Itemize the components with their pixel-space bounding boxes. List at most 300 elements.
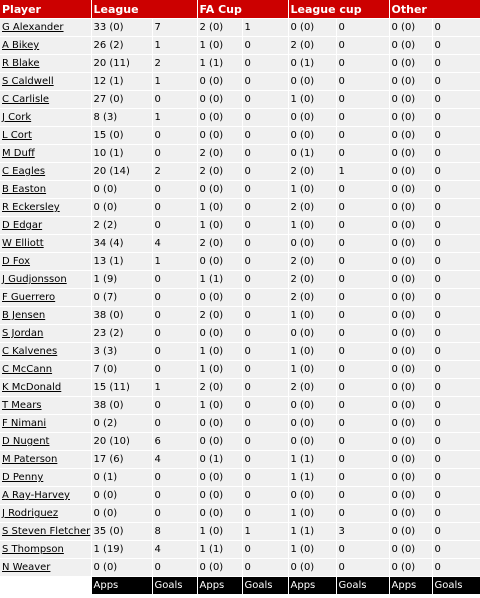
fa-cup-goals-cell: 0 (242, 379, 288, 397)
fa-cup-goals-cell: 0 (242, 469, 288, 487)
fa-cup-goals-cell: 0 (242, 199, 288, 217)
other-goals-cell: 0 (432, 397, 480, 415)
league-apps-cell: 0 (0) (91, 181, 152, 199)
player-link[interactable]: T Mears (2, 400, 42, 411)
fa-cup-goals-cell: 0 (242, 415, 288, 433)
league-cup-apps-cell: 2 (0) (288, 253, 336, 271)
fa-cup-goals-cell: 0 (242, 37, 288, 55)
fa-cup-apps-cell: 2 (0) (197, 235, 242, 253)
fa-cup-apps-cell: 1 (0) (197, 523, 242, 541)
player-link[interactable]: N Weaver (2, 562, 51, 573)
player-name-cell (0, 343, 91, 361)
player-name-cell (0, 307, 91, 325)
league-cup-goals-cell: 0 (336, 469, 389, 487)
league-cup-apps-cell: 2 (0) (288, 163, 336, 181)
league-apps-cell: 12 (1) (91, 73, 152, 91)
league-cup-apps-cell: 0 (0) (288, 559, 336, 577)
league-cup-apps-cell: 0 (0) (288, 235, 336, 253)
league-cup-apps-cell: 0 (0) (288, 433, 336, 451)
player-name-cell (0, 523, 91, 541)
fa-cup-apps-cell: 0 (0) (197, 109, 242, 127)
league-cup-goals-cell: 0 (336, 361, 389, 379)
other-apps-cell: 0 (0) (389, 127, 432, 145)
fa-cup-apps-cell: 0 (0) (197, 415, 242, 433)
fa-cup-apps-cell: 1 (1) (197, 271, 242, 289)
player-name-cell (0, 55, 91, 73)
player-link[interactable]: G Alexander (2, 22, 64, 33)
league-cup-apps-cell: 0 (0) (288, 415, 336, 433)
table-row (0, 181, 480, 199)
league-cup-goals-cell: 0 (336, 397, 389, 415)
other-goals-cell: 0 (432, 163, 480, 181)
fa-cup-goals-cell: 0 (242, 253, 288, 271)
league-goals-cell: 4 (152, 451, 197, 469)
league-cup-goals-cell: 0 (336, 559, 389, 577)
league-cup-apps-cell: 0 (0) (288, 325, 336, 343)
league-goals-cell: 8 (152, 523, 197, 541)
player-name-cell (0, 541, 91, 559)
league-apps-cell: 10 (1) (91, 145, 152, 163)
player-name-cell (0, 469, 91, 487)
player-link[interactable]: F Guerrero (2, 292, 56, 303)
league-cup-goals-cell: 0 (336, 343, 389, 361)
other-apps-cell: 0 (0) (389, 181, 432, 199)
league-cup-apps-cell: 1 (0) (288, 541, 336, 559)
other-goals-cell: 0 (432, 145, 480, 163)
league-apps-cell: 38 (0) (91, 397, 152, 415)
league-apps-cell: 0 (0) (91, 487, 152, 505)
player-link[interactable]: S Caldwell (2, 76, 54, 87)
player-link[interactable]: B Easton (2, 184, 47, 195)
other-goals-cell: 0 (432, 343, 480, 361)
fa-cup-goals-cell: 0 (242, 145, 288, 163)
league-cup-apps-cell: 1 (0) (288, 307, 336, 325)
player-link[interactable]: M Paterson (2, 454, 58, 465)
league-cup-apps-cell: 1 (0) (288, 343, 336, 361)
other-apps-cell: 0 (0) (389, 505, 432, 523)
league-goals-cell: 0 (152, 343, 197, 361)
fa-cup-goals-cell: 0 (242, 505, 288, 523)
league-cup-goals-cell: 0 (336, 271, 389, 289)
league-cup-goals-cell: 0 (336, 379, 389, 397)
fa-cup-apps-cell: 1 (1) (197, 541, 242, 559)
other-apps-cell: 0 (0) (389, 469, 432, 487)
fa-cup-apps-cell: 2 (0) (197, 19, 242, 37)
league-cup-apps-cell: 2 (0) (288, 271, 336, 289)
player-link[interactable]: B Jensen (2, 310, 46, 321)
league-cup-goals-cell: 0 (336, 541, 389, 559)
table-row (0, 541, 480, 559)
league-apps-cell: 20 (14) (91, 163, 152, 181)
table-row (0, 433, 480, 451)
other-apps-cell: 0 (0) (389, 523, 432, 541)
fa-cup-goals-cell: 0 (242, 325, 288, 343)
league-cup-apps-cell: 0 (0) (288, 127, 336, 145)
player-link[interactable]: R Blake (2, 58, 40, 69)
player-name-cell (0, 289, 91, 307)
league-goals-cell: 4 (152, 541, 197, 559)
fa-cup-apps-cell: 1 (0) (197, 199, 242, 217)
league-goals-cell: 0 (152, 325, 197, 343)
player-link[interactable]: A Bikey (2, 40, 40, 51)
league-apps-cell: 26 (2) (91, 37, 152, 55)
player-link[interactable]: J Cork (2, 112, 32, 123)
player-link[interactable]: R Eckersley (2, 202, 60, 213)
table-row (0, 379, 480, 397)
other-apps-cell: 0 (0) (389, 235, 432, 253)
header-other: Other (389, 0, 480, 19)
other-goals-cell: 0 (432, 199, 480, 217)
league-cup-goals-cell: 0 (336, 505, 389, 523)
other-apps-cell: 0 (0) (389, 397, 432, 415)
player-link[interactable]: L Cort (2, 130, 32, 141)
other-goals-cell: 0 (432, 55, 480, 73)
fa-cup-apps-cell: 0 (0) (197, 289, 242, 307)
league-cup-goals-cell: 0 (336, 127, 389, 145)
fa-cup-apps-cell: 1 (0) (197, 343, 242, 361)
league-cup-goals-cell: 0 (336, 91, 389, 109)
other-apps-cell: 0 (0) (389, 19, 432, 37)
player-name-cell (0, 451, 91, 469)
player-link[interactable]: D Penny (2, 472, 44, 483)
league-apps-cell: 0 (1) (91, 469, 152, 487)
player-link[interactable]: K McDonald (2, 382, 62, 393)
league-apps-cell: 0 (2) (91, 415, 152, 433)
player-name-cell (0, 397, 91, 415)
header-league-cup: League cup (288, 0, 389, 19)
player-link[interactable]: C McCann (2, 364, 53, 375)
league-goals-cell: 0 (152, 217, 197, 235)
fa-cup-apps-cell: 0 (0) (197, 505, 242, 523)
fa-cup-goals-cell: 0 (242, 541, 288, 559)
player-link[interactable]: S Thompson (2, 544, 64, 555)
fa-cup-goals-cell: 0 (242, 487, 288, 505)
other-apps-cell: 0 (0) (389, 217, 432, 235)
league-goals-cell: 0 (152, 559, 197, 577)
table-row (0, 289, 480, 307)
league-goals-cell: 0 (152, 487, 197, 505)
other-apps-cell: 0 (0) (389, 433, 432, 451)
league-goals-cell: 0 (152, 271, 197, 289)
subheader-row (0, 577, 480, 595)
league-goals-cell: 1 (152, 379, 197, 397)
player-link[interactable]: C Carlisle (2, 94, 50, 105)
table-row (0, 55, 480, 73)
league-apps-cell: 3 (3) (91, 343, 152, 361)
other-goals-cell: 0 (432, 271, 480, 289)
league-cup-goals-cell: 0 (336, 433, 389, 451)
league-cup-apps-cell: 2 (0) (288, 199, 336, 217)
table-row (0, 523, 480, 541)
other-apps-cell: 0 (0) (389, 109, 432, 127)
league-apps-cell: 0 (0) (91, 559, 152, 577)
header-player: Player (0, 0, 91, 19)
other-apps-cell: 0 (0) (389, 55, 432, 73)
subheader-fa-cup-goals: Goals (242, 577, 288, 595)
other-apps-cell: 0 (0) (389, 343, 432, 361)
table-row (0, 235, 480, 253)
table-row (0, 73, 480, 91)
other-goals-cell: 0 (432, 559, 480, 577)
player-name-cell (0, 145, 91, 163)
other-goals-cell: 0 (432, 469, 480, 487)
league-cup-goals-cell: 0 (336, 289, 389, 307)
other-goals-cell: 0 (432, 307, 480, 325)
player-link[interactable]: J Gudjonsson (2, 274, 67, 285)
league-apps-cell: 35 (0) (91, 523, 152, 541)
fa-cup-apps-cell: 1 (0) (197, 217, 242, 235)
league-cup-apps-cell: 1 (0) (288, 505, 336, 523)
fa-cup-apps-cell: 2 (0) (197, 307, 242, 325)
league-apps-cell: 15 (11) (91, 379, 152, 397)
league-goals-cell: 1 (152, 109, 197, 127)
table-row (0, 145, 480, 163)
table-row (0, 307, 480, 325)
league-goals-cell: 0 (152, 289, 197, 307)
player-link[interactable]: S Jordan (2, 328, 44, 339)
league-apps-cell: 17 (6) (91, 451, 152, 469)
fa-cup-apps-cell: 0 (0) (197, 469, 242, 487)
other-goals-cell: 0 (432, 73, 480, 91)
fa-cup-goals-cell: 0 (242, 127, 288, 145)
fa-cup-apps-cell: 2 (0) (197, 145, 242, 163)
fa-cup-goals-cell: 0 (242, 181, 288, 199)
fa-cup-apps-cell: 0 (0) (197, 433, 242, 451)
subheader-spacer (0, 577, 91, 595)
player-link[interactable]: M Duff (2, 148, 35, 159)
player-link[interactable]: A Ray-Harvey (2, 490, 70, 501)
fa-cup-apps-cell: 0 (0) (197, 181, 242, 199)
player-name-cell (0, 235, 91, 253)
fa-cup-apps-cell: 0 (0) (197, 325, 242, 343)
other-apps-cell: 0 (0) (389, 253, 432, 271)
fa-cup-goals-cell: 0 (242, 289, 288, 307)
fa-cup-apps-cell: 0 (0) (197, 127, 242, 145)
other-goals-cell: 0 (432, 91, 480, 109)
subheader-other-goals: Goals (432, 577, 480, 595)
league-goals-cell: 0 (152, 127, 197, 145)
player-link[interactable]: D Fox (2, 256, 31, 267)
league-cup-apps-cell: 2 (0) (288, 289, 336, 307)
fa-cup-goals-cell: 0 (242, 307, 288, 325)
league-cup-apps-cell: 0 (0) (288, 73, 336, 91)
other-goals-cell: 0 (432, 253, 480, 271)
other-goals-cell: 0 (432, 217, 480, 235)
other-goals-cell: 0 (432, 433, 480, 451)
subheader-other-apps: Apps (389, 577, 432, 595)
league-goals-cell: 0 (152, 361, 197, 379)
player-name-cell (0, 73, 91, 91)
league-cup-goals-cell: 0 (336, 307, 389, 325)
fa-cup-goals-cell: 0 (242, 109, 288, 127)
fa-cup-goals-cell: 0 (242, 91, 288, 109)
league-cup-goals-cell: 0 (336, 451, 389, 469)
other-goals-cell: 0 (432, 289, 480, 307)
league-goals-cell: 0 (152, 469, 197, 487)
fa-cup-goals-cell: 0 (242, 361, 288, 379)
other-goals-cell: 0 (432, 487, 480, 505)
table-row (0, 469, 480, 487)
player-link[interactable]: J Rodriguez (2, 508, 59, 519)
player-name-cell (0, 217, 91, 235)
league-cup-goals-cell: 0 (336, 181, 389, 199)
league-cup-goals-cell: 0 (336, 55, 389, 73)
league-cup-goals-cell: 0 (336, 217, 389, 235)
player-link[interactable]: C Eagles (2, 166, 46, 177)
fa-cup-apps-cell: 0 (0) (197, 487, 242, 505)
league-goals-cell: 1 (152, 73, 197, 91)
other-goals-cell: 0 (432, 181, 480, 199)
league-cup-goals-cell: 0 (336, 487, 389, 505)
table-row (0, 361, 480, 379)
other-goals-cell: 0 (432, 379, 480, 397)
other-goals-cell: 0 (432, 361, 480, 379)
other-apps-cell: 0 (0) (389, 37, 432, 55)
league-goals-cell: 0 (152, 415, 197, 433)
subheader-fa-cup-apps: Apps (197, 577, 242, 595)
player-link[interactable]: F Nimani (2, 418, 47, 429)
table-row (0, 19, 480, 37)
league-apps-cell: 20 (11) (91, 55, 152, 73)
fa-cup-goals-cell: 0 (242, 73, 288, 91)
subheader-league-apps: Apps (91, 577, 152, 595)
league-apps-cell: 23 (2) (91, 325, 152, 343)
other-apps-cell: 0 (0) (389, 199, 432, 217)
league-cup-apps-cell: 1 (0) (288, 181, 336, 199)
fa-cup-apps-cell: 0 (1) (197, 451, 242, 469)
table-row (0, 253, 480, 271)
league-apps-cell: 7 (0) (91, 361, 152, 379)
league-cup-goals-cell: 0 (336, 235, 389, 253)
fa-cup-apps-cell: 1 (0) (197, 37, 242, 55)
fa-cup-apps-cell: 2 (0) (197, 163, 242, 181)
fa-cup-goals-cell: 0 (242, 271, 288, 289)
fa-cup-goals-cell: 0 (242, 451, 288, 469)
league-apps-cell: 15 (0) (91, 127, 152, 145)
fa-cup-goals-cell: 0 (242, 397, 288, 415)
league-apps-cell: 2 (2) (91, 217, 152, 235)
league-goals-cell: 0 (152, 505, 197, 523)
other-goals-cell: 0 (432, 451, 480, 469)
table-row (0, 487, 480, 505)
table-row (0, 109, 480, 127)
table-row (0, 37, 480, 55)
league-cup-apps-cell: 2 (0) (288, 37, 336, 55)
other-apps-cell: 0 (0) (389, 163, 432, 181)
league-cup-apps-cell: 1 (1) (288, 469, 336, 487)
league-apps-cell: 8 (3) (91, 109, 152, 127)
league-cup-apps-cell: 1 (0) (288, 361, 336, 379)
league-apps-cell: 13 (1) (91, 253, 152, 271)
other-apps-cell: 0 (0) (389, 325, 432, 343)
player-name-cell (0, 379, 91, 397)
league-cup-goals-cell: 0 (336, 109, 389, 127)
fa-cup-apps-cell: 0 (0) (197, 253, 242, 271)
league-cup-apps-cell: 1 (1) (288, 523, 336, 541)
league-apps-cell: 0 (7) (91, 289, 152, 307)
other-apps-cell: 0 (0) (389, 73, 432, 91)
fa-cup-goals-cell: 0 (242, 217, 288, 235)
league-cup-goals-cell: 0 (336, 199, 389, 217)
player-name-cell (0, 271, 91, 289)
league-goals-cell: 0 (152, 199, 197, 217)
league-cup-apps-cell: 1 (1) (288, 451, 336, 469)
other-apps-cell: 0 (0) (389, 541, 432, 559)
other-apps-cell: 0 (0) (389, 307, 432, 325)
league-goals-cell: 6 (152, 433, 197, 451)
player-link[interactable]: D Edgar (2, 220, 43, 231)
fa-cup-goals-cell: 0 (242, 343, 288, 361)
league-cup-goals-cell: 0 (336, 415, 389, 433)
table-row (0, 559, 480, 577)
other-goals-cell: 0 (432, 109, 480, 127)
player-link[interactable]: S Steven Fletcher (2, 526, 91, 537)
fa-cup-goals-cell: 1 (242, 19, 288, 37)
player-name-cell (0, 37, 91, 55)
league-apps-cell: 0 (0) (91, 199, 152, 217)
player-name-cell (0, 181, 91, 199)
league-cup-apps-cell: 2 (0) (288, 379, 336, 397)
player-name-cell (0, 253, 91, 271)
league-goals-cell: 4 (152, 235, 197, 253)
league-goals-cell: 0 (152, 145, 197, 163)
fa-cup-apps-cell: 1 (1) (197, 55, 242, 73)
player-name-cell (0, 559, 91, 577)
player-name-cell (0, 415, 91, 433)
table-row (0, 163, 480, 181)
fa-cup-apps-cell: 0 (0) (197, 73, 242, 91)
other-goals-cell: 0 (432, 235, 480, 253)
table-row (0, 127, 480, 145)
other-apps-cell: 0 (0) (389, 487, 432, 505)
league-cup-apps-cell: 1 (0) (288, 91, 336, 109)
player-link[interactable]: C Kalvenes (2, 346, 58, 357)
league-goals-cell: 2 (152, 55, 197, 73)
player-name-cell (0, 487, 91, 505)
subheader-league-cup-goals: Goals (336, 577, 389, 595)
header-fa-cup: FA Cup (197, 0, 288, 19)
table-row (0, 451, 480, 469)
table-row (0, 415, 480, 433)
other-apps-cell: 0 (0) (389, 379, 432, 397)
other-apps-cell: 0 (0) (389, 415, 432, 433)
other-goals-cell: 0 (432, 37, 480, 55)
header-league: League (91, 0, 197, 19)
table-row (0, 271, 480, 289)
other-goals-cell: 0 (432, 505, 480, 523)
other-goals-cell: 0 (432, 127, 480, 145)
player-name-cell (0, 109, 91, 127)
league-apps-cell: 0 (0) (91, 505, 152, 523)
fa-cup-goals-cell: 0 (242, 163, 288, 181)
league-cup-goals-cell: 0 (336, 325, 389, 343)
league-cup-goals-cell: 0 (336, 253, 389, 271)
player-link[interactable]: D Nugent (2, 436, 50, 447)
fa-cup-apps-cell: 2 (0) (197, 379, 242, 397)
league-cup-apps-cell: 0 (0) (288, 397, 336, 415)
league-cup-apps-cell: 0 (0) (288, 487, 336, 505)
league-goals-cell: 1 (152, 37, 197, 55)
player-link[interactable]: W Elliott (2, 238, 44, 249)
league-cup-apps-cell: 0 (0) (288, 109, 336, 127)
subheader-league-goals: Goals (152, 577, 197, 595)
league-goals-cell: 0 (152, 397, 197, 415)
other-apps-cell: 0 (0) (389, 451, 432, 469)
fa-cup-goals-cell: 1 (242, 523, 288, 541)
league-apps-cell: 20 (10) (91, 433, 152, 451)
player-name-cell (0, 361, 91, 379)
league-apps-cell: 1 (9) (91, 271, 152, 289)
